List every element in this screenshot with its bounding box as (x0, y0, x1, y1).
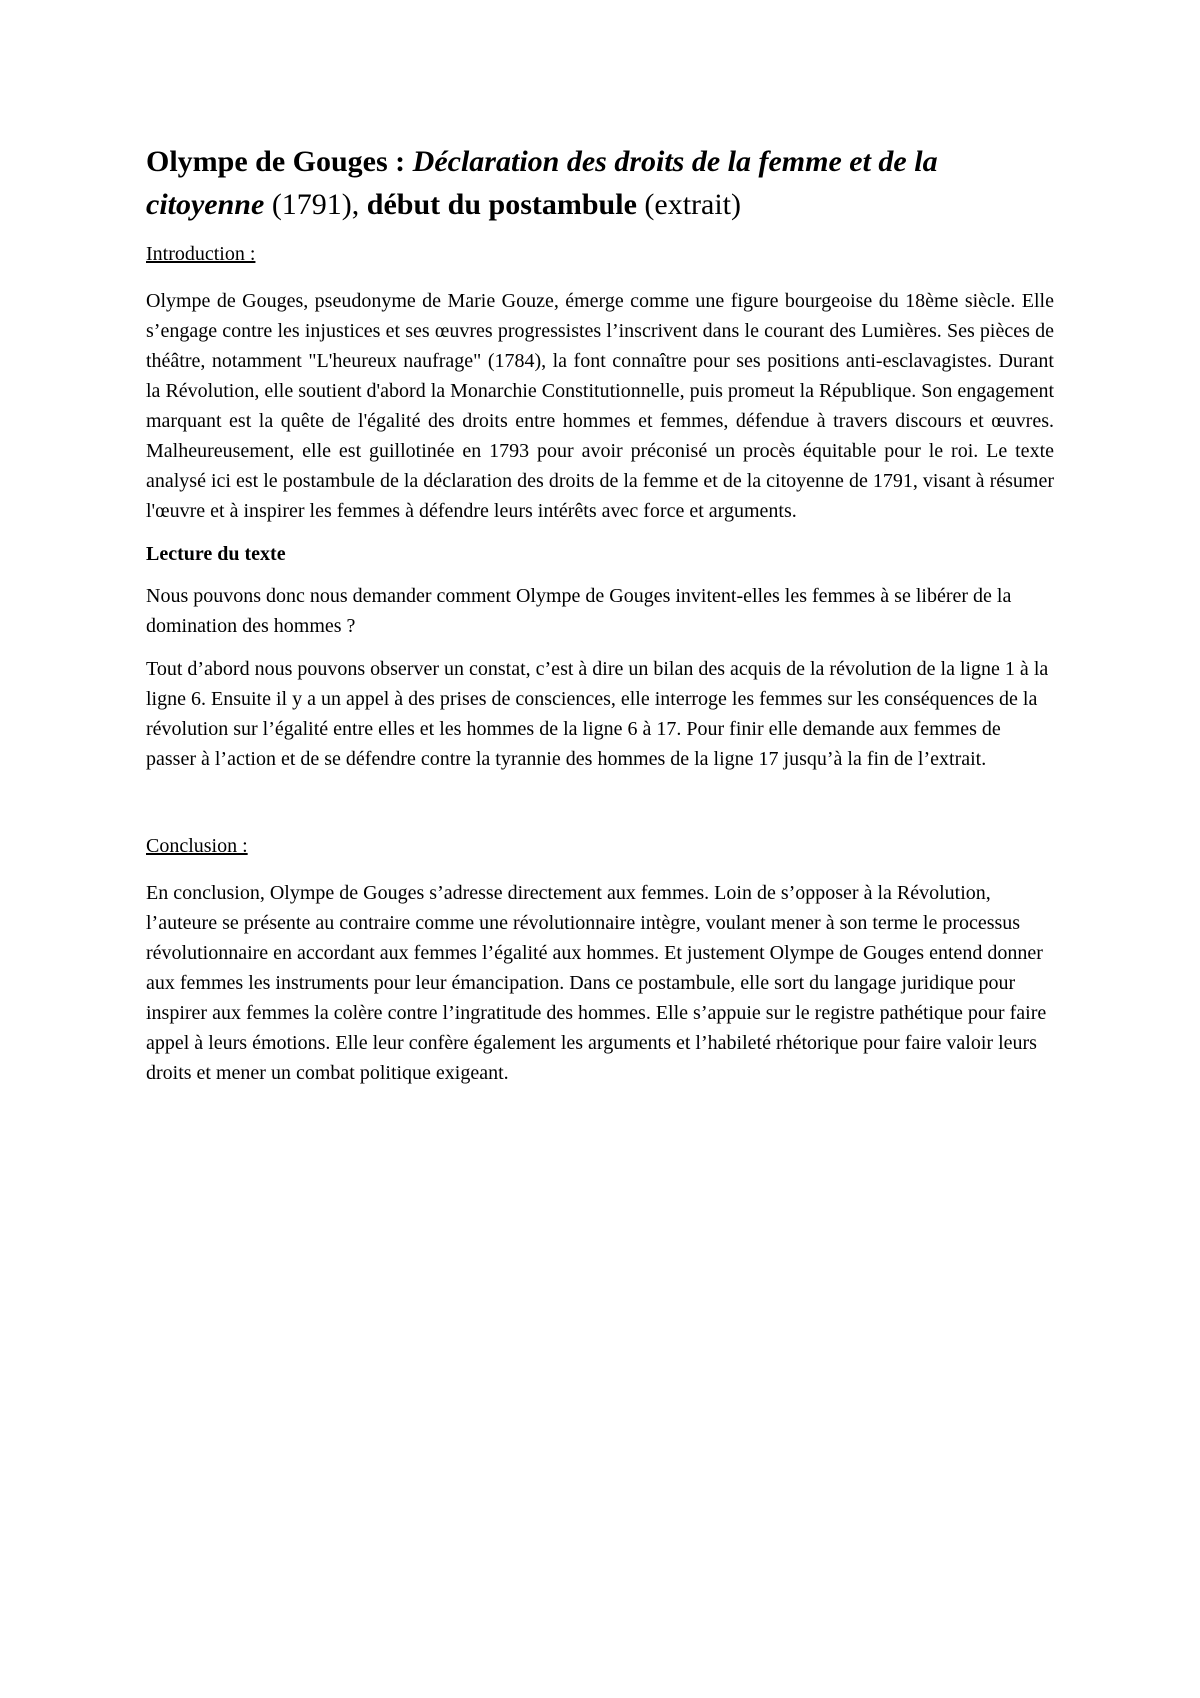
title-extract: (extrait) (636, 188, 741, 221)
conclusion-heading: Conclusion : (146, 835, 248, 857)
title-author: Olympe de Gouges : (146, 145, 413, 178)
document-content (146, 140, 1054, 1101)
title-work: Déclaration des droits de la femme et de la citoyenne (146, 145, 938, 221)
problematique-paragraph: Nous pouvons donc nous demander comment Olympe de Gouges invitent-elles les femmes à se libérer de la domination des hommes ? (146, 585, 1012, 637)
introduction-heading: Introduction : (146, 243, 256, 265)
title-year: (1791), (264, 188, 367, 221)
title-section: début du postambule (366, 188, 637, 221)
document-title (146, 140, 1054, 226)
introduction-paragraph: Olympe de Gouges, pseudonyme de Marie Gouze, émerge comme une figure bourgeoise du 18ème siècle. Elle s’engage contre les injustices et ses œuvres progressistes l’inscrivent dans le courant des Lumières. Ses pièces de théâtre, notamment "L'heureux naufrage" (1784), la font connaître pour ses positions anti-esclavagistes. Durant la Révolution, elle soutient d'abord la Monarchie Constitutionnelle, puis promeut la République. Son engagement marquant est la quête de l'égalité des droits entre hommes et femmes, défendue à travers discours et œuvres. Malheureusement, elle est guillotinée en 1793 pour avoir préconisé un procès équitable pour le roi. Le texte analysé ici est le postambule de la déclaration des droits de la femme et de la citoyenne de 1791, visant à résumer l'œuvre et à inspirer les femmes à défendre leurs intérêts avec force et arguments. (146, 290, 1054, 522)
section-spacer (146, 787, 1054, 831)
plan-paragraph: Tout d’abord nous pouvons observer un constat, c’est à dire un bilan des acquis de la révolution de la ligne 1 à la ligne 6. Ensuite il y a un appel à des prises de consciences, elle interroge les femmes sur les conséquences de la révolution sur l’égalité entre elles et les hommes de la ligne 6 à 17. Pour finir elle demande aux femmes de passer à l’action et de se défendre contre la tyrannie des hommes de la ligne 17 jusqu’à la fin de l’extrait. (146, 658, 1049, 770)
lecture-heading: Lecture du texte (146, 543, 286, 565)
conclusion-paragraph: En conclusion, Olympe de Gouges s’adresse directement aux femmes. Loin de s’opposer à la Révolution, l’auteure se présente au contraire comme une révolutionnaire intègre, voulant mener à son terme le processus révolutionnaire en accordant aux femmes l’égalité aux hommes. Et justement Olympe de Gouges entend donner aux femmes les instruments pour leur émancipation. Dans ce postambule, elle sort du langage juridique pour inspirer aux femmes la colère contre l’ingratitude des hommes. Elle s’appuie sur le registre pathétique pour faire appel à leurs émotions. Elle leur confère également les arguments et l’habileté rhétorique pour faire valoir leurs droits et mener un combat politique exigeant. (146, 882, 1047, 1084)
